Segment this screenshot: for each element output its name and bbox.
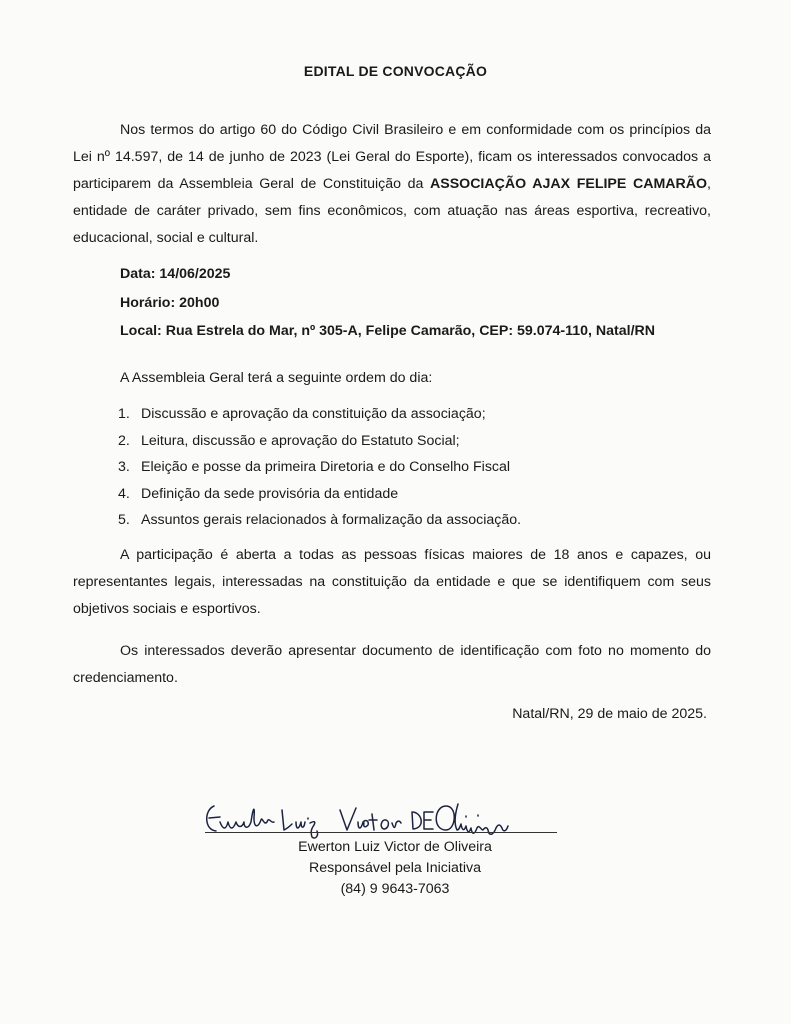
agenda-item-text: Definição da sede provisória da entidade (141, 485, 399, 502)
signer-phone: (84) 9 9643-7063 (340, 881, 450, 897)
agenda-item-text: Discussão e aprovação da constituição da associação; (141, 406, 486, 422)
agenda-item-number: 1. (118, 406, 130, 422)
signature-stroke (412, 812, 433, 829)
signer-name: Ewerton Luiz Victor de Oliveira (298, 839, 492, 855)
handwritten-signature (200, 796, 530, 842)
signature-line (205, 832, 557, 833)
signer-block (265, 837, 525, 900)
place-and-date: Natal/RN, 29 de maio de 2025. (512, 706, 707, 722)
meeting-time: Horário: 20h00 (120, 294, 220, 311)
intro-text-end: , entidade de caráter privado, sem fins econômicos, com atuação nas áreas esportiva, recreativo, educacional, social e cultural. (73, 176, 711, 246)
signature-stroke (282, 810, 318, 838)
signer-role: Responsável pela Iniciativa (309, 860, 481, 876)
meeting-details (120, 260, 655, 346)
agenda-intro: A Assembleia Geral terá a seguinte ordem do dia: (120, 370, 433, 386)
intro-paragraph (73, 117, 711, 252)
agenda-item-number: 2. (118, 432, 130, 449)
association-name: ASSOCIAÇÃO AJAX FELIPE CAMARÃO (429, 176, 708, 192)
signature-stroke (207, 806, 274, 831)
meeting-location: Local: Rua Estrela do Mar, nº 305-A, Felipe Camarão, CEP: 59.074-110, Natal/RN (120, 323, 656, 339)
agenda-list (118, 401, 521, 534)
document-title: EDITAL DE CONVOCAÇÃO (303, 63, 488, 79)
agenda-item-text: Leitura, discussão e aprovação do Estatuto Social; (141, 432, 460, 449)
agenda-item (118, 507, 521, 534)
intro-text-start: Nos termos do artigo 60 do Código Civil Brasileiro e em conformidade com os princípios da Lei nº 14.597, de 14 de junho de 2023 (Lei Geral do Esporte), ficam os interessados convocados a participarem da Assembleia Geral de Constituição da (73, 122, 711, 192)
agenda-item-number: 3. (118, 459, 130, 476)
agenda-item (118, 454, 521, 481)
agenda-item (118, 481, 521, 508)
meeting-date: Data: 14/06/2025 (120, 266, 231, 282)
agenda-item (118, 401, 521, 428)
participation-paragraph: A participação é aberta a todas as pessoas físicas maiores de 18 anos e capazes, ou representantes legais, interessadas na constituição da entidade e que se identifiquem com seus objetivos sociais e esportivos. (73, 547, 711, 617)
identification-paragraph: Os interessados deverão apresentar documento de identificação com foto no momento do credenciamento. (73, 643, 711, 686)
agenda-item-text: Assuntos gerais relacionados à formalização da associação. (141, 512, 522, 529)
signature-stroke (340, 808, 401, 830)
agenda-item (118, 428, 521, 455)
signature-stroke (436, 804, 508, 834)
agenda-item-number: 5. (118, 512, 130, 529)
agenda-item-text: Eleição e posse da primeira Diretoria e do Conselho Fiscal (141, 459, 511, 476)
agenda-item-number: 4. (118, 485, 130, 502)
